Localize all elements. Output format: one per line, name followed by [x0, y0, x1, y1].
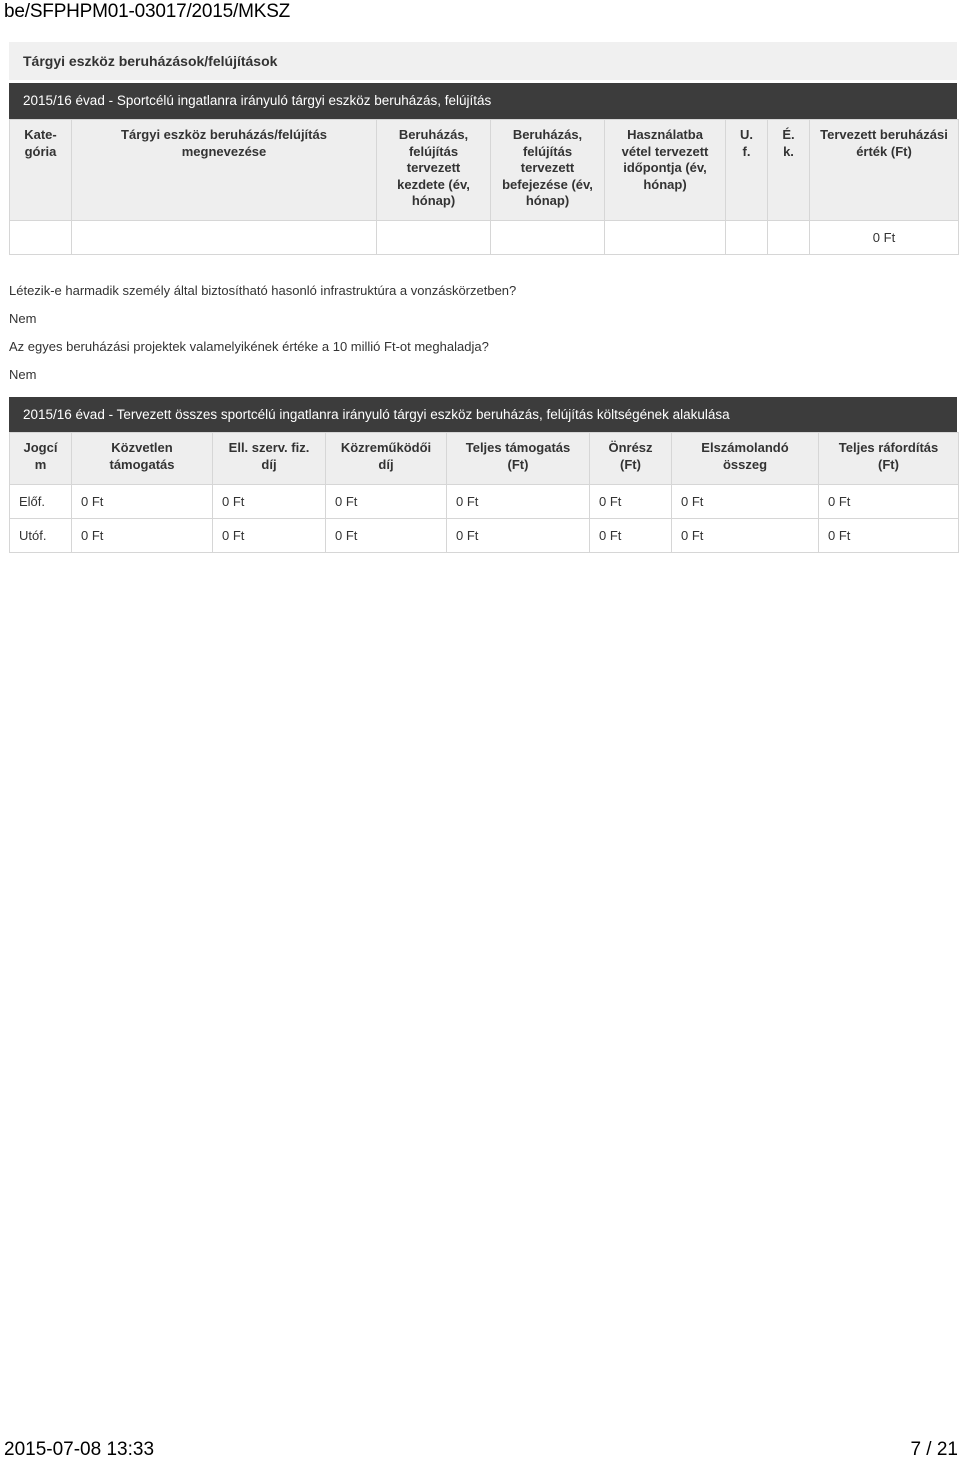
table-cell: 0 Ft — [213, 519, 326, 553]
col-header-planned-value: Tervezett beruházási érték (Ft) — [810, 120, 959, 221]
col-header-planned-start: Beruházás, felújítás tervezett kezdete (év, hónap) — [377, 120, 491, 221]
table-cell — [377, 221, 491, 255]
col-header-intermediary-fee: Közreműködői díj — [326, 433, 447, 485]
col-header-own-contribution: Önrész (Ft) — [590, 433, 672, 485]
assets-section-title: Tárgyi eszköz beruházások/felújítások — [9, 42, 957, 80]
table-cell: 0 Ft — [213, 485, 326, 519]
footer-page-number: 7 / 21 — [910, 1439, 958, 1460]
table-cell: Előf. — [10, 485, 72, 519]
table-cell — [10, 221, 72, 255]
cost-table-title: 2015/16 évad - Tervezett összes sportcélú ingatlanra irányuló tárgyi eszköz beruházás, felújítás költségének alakulása — [9, 397, 957, 432]
table-cell: 0 Ft — [447, 485, 590, 519]
table-cell: 0 Ft — [590, 519, 672, 553]
table-cell: 0 Ft — [326, 485, 447, 519]
col-header-uf: U. f. — [726, 120, 768, 221]
col-header-title: Jogcí m — [10, 433, 72, 485]
table-cell: 0 Ft — [447, 519, 590, 553]
col-header-category: Kate- gória — [10, 120, 72, 221]
table-cell: 0 Ft — [819, 485, 959, 519]
table-cell: Utóf. — [10, 519, 72, 553]
col-header-asset-name: Tárgyi eszköz beruházás/felújítás megnevezése — [72, 120, 377, 221]
col-header-accountable-amount: Elszámolandó összeg — [672, 433, 819, 485]
table-cell — [605, 221, 726, 255]
table-cell: 0 Ft — [590, 485, 672, 519]
col-header-commissioning-date: Használatba vétel tervezett időpontja (év, hónap) — [605, 120, 726, 221]
table-cell: 0 Ft — [72, 485, 213, 519]
table-cell — [726, 221, 768, 255]
col-header-total-expenditure: Teljes ráfordítás (Ft) — [819, 433, 959, 485]
col-header-total-support: Teljes támogatás (Ft) — [447, 433, 590, 485]
col-header-ek: É. k. — [768, 120, 810, 221]
table-cell — [491, 221, 605, 255]
table-cell — [768, 221, 810, 255]
col-header-supervisor-fee: Ell. szerv. fiz. díj — [213, 433, 326, 485]
table-row — [10, 221, 959, 255]
document-id: be/SFPHPM01-03017/2015/MKSZ — [4, 1, 291, 22]
assets-table-title: 2015/16 évad - Sportcélú ingatlanra irányuló tárgyi eszköz beruházás, felújítás — [9, 83, 957, 119]
footer-timestamp: 2015-07-08 13:33 — [4, 1439, 155, 1460]
answer-project-value-threshold: Nem — [9, 367, 37, 382]
table-cell: 0 Ft — [672, 519, 819, 553]
col-header-planned-end: Beruházás, felújítás tervezett befejezése (év, hónap) — [491, 120, 605, 221]
table-row — [10, 485, 959, 519]
answer-third-party-infrastructure: Nem — [9, 311, 37, 326]
table-row — [10, 519, 959, 553]
table-cell — [72, 221, 377, 255]
assets-table — [9, 119, 959, 255]
question-third-party-infrastructure: Létezik-e harmadik személy által biztosítható hasonló infrastruktúra a vonzáskörzetben? — [9, 283, 517, 298]
col-header-direct-support: Közvetlen támogatás — [72, 433, 213, 485]
table-cell: 0 Ft — [326, 519, 447, 553]
question-project-value-threshold: Az egyes beruházási projektek valamelyikének értéke a 10 millió Ft-ot meghaladja? — [9, 339, 489, 354]
table-cell: 0 Ft — [672, 485, 819, 519]
planned-value-cell: 0 Ft — [810, 221, 959, 255]
cost-table — [9, 432, 959, 553]
assets-header-row — [10, 120, 959, 221]
table-cell: 0 Ft — [72, 519, 213, 553]
table-cell: 0 Ft — [819, 519, 959, 553]
cost-header-row — [10, 433, 959, 485]
